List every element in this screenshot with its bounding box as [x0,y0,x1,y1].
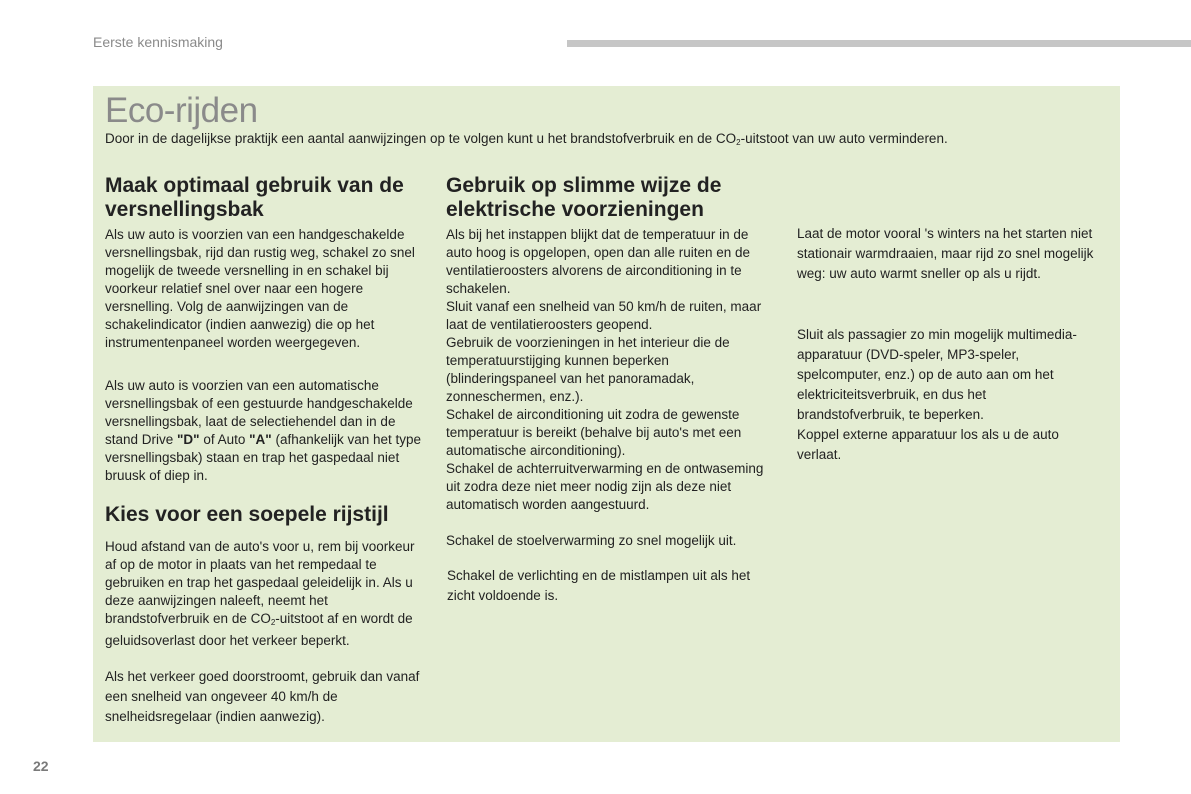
paragraph-lighting: Schakel de verlichting en de mistlampen uit als het zicht voldoende is. [447,568,751,603]
paragraph-engine-warmup: Laat de motor vooral 's winters na het starten niet stationair warmdraaien, maar rijd zo snel mogelijk weg: uw auto warmt sneller op als u rijdt. [797,226,1094,281]
page-title: Eco-rijden [105,91,258,130]
paragraph-manual-gearbox: Als uw auto is voorzien van een handgeschakelde versnellingsbak, rijd dan rustig weg, schakel zo snel mogelijk de tweede versnelling in en schakel bij voorkeur relatief snel over naar een hogere versnelling. Volg de aanwijzingen van de schakelindicator (indien aanwezig) die op het instrumentenpaneel worden weergegeven. [105,227,415,350]
paragraph-seat-heating: Schakel de stoelverwarming zo snel mogelijk uit. [446,533,737,548]
paragraph-air-conditioning: Schakel de airconditioning uit zodra de gewenste temperatuur is bereikt (behalve bij auto's met een automatische airconditioning). [446,407,742,458]
section-title: Eerste kennismaking [93,34,223,50]
heading-gearbox: Maak optimaal gebruik van de versnellingsbak [105,174,404,221]
paragraph-external-devices: Koppel externe apparatuur los als u de auto verlaat. [797,427,1059,462]
paragraph-rear-heating: Schakel de achterruitverwarming en de ontwaseming uit zodra deze niet meer nodig zijn als deze niet automatisch worden aangestuurd. [446,461,764,512]
paragraph-multimedia: Sluit als passagier zo min mogelijk multimedia-apparatuur (DVD-speler, MP3-speler, spelcomputer, enz.) op de auto aan om het elektriciteitsverbruik, en dus het brandstofverbruik, te beperken. [797,327,1077,422]
heading-electrical: Gebruik op slimme wijze de elektrische voorzieningen [446,174,722,221]
paragraph-smooth-driving: Houd afstand van de auto's voor u, rem bij voorkeur af op de motor in plaats van het rempedaal te gebruiken en trap het gaspedaal geleidelijk in. Als u deze aanwijzingen naleeft, neemt het brandstofverbruik en de $CO_2$-uitstoot af en wordt de geluidsoverlast door het verkeer beperkt. [105,539,415,648]
heading-driving-style: Kies voor een soepele rijstijl [105,503,389,526]
paragraph-interior-shading: Gebruik de voorzieningen in het interieur die de temperatuurstijging kunnen beperken (blinderingspaneel van het panoramadak, zonneschermen, enz.). [446,335,730,404]
paragraph-cruise-control: Als het verkeer goed doorstroomt, gebruik dan vanaf een snelheid van ongeveer 40 km/h de snelheidsregelaar (indien aanwezig). [105,669,420,724]
intro-text: Door in de dagelijkse praktijk een aantal aanwijzingen op te volgen kunt u het brandstofverbruik en de $CO_2$-uitstoot van uw auto verminderen. [105,131,948,147]
page-number: 22 [33,758,49,774]
paragraph-close-windows: Sluit vanaf een snelheid van 50 km/h de ruiten, maar laat de ventilatieroosters geopend. [446,299,762,332]
paragraph-automatic-gearbox: Als uw auto is voorzien van een automatische versnellingsbak of een gestuurde handgeschakelde versnellingsbak, laat de selectiehendel dan in de stand Drive "D" of Auto "A" (afhankelijk van het type versnellingsbak) staan en trap het gaspedaal niet bruusk of diep in. [105,378,422,483]
paragraph-heat-ventilation: Als bij het instappen blijkt dat de temperatuur in de auto hoog is opgelopen, open dan alle ruiten en de ventilatieroosters alvorens de airconditioning in te schakelen. [446,227,751,296]
header-bar [567,40,1191,47]
